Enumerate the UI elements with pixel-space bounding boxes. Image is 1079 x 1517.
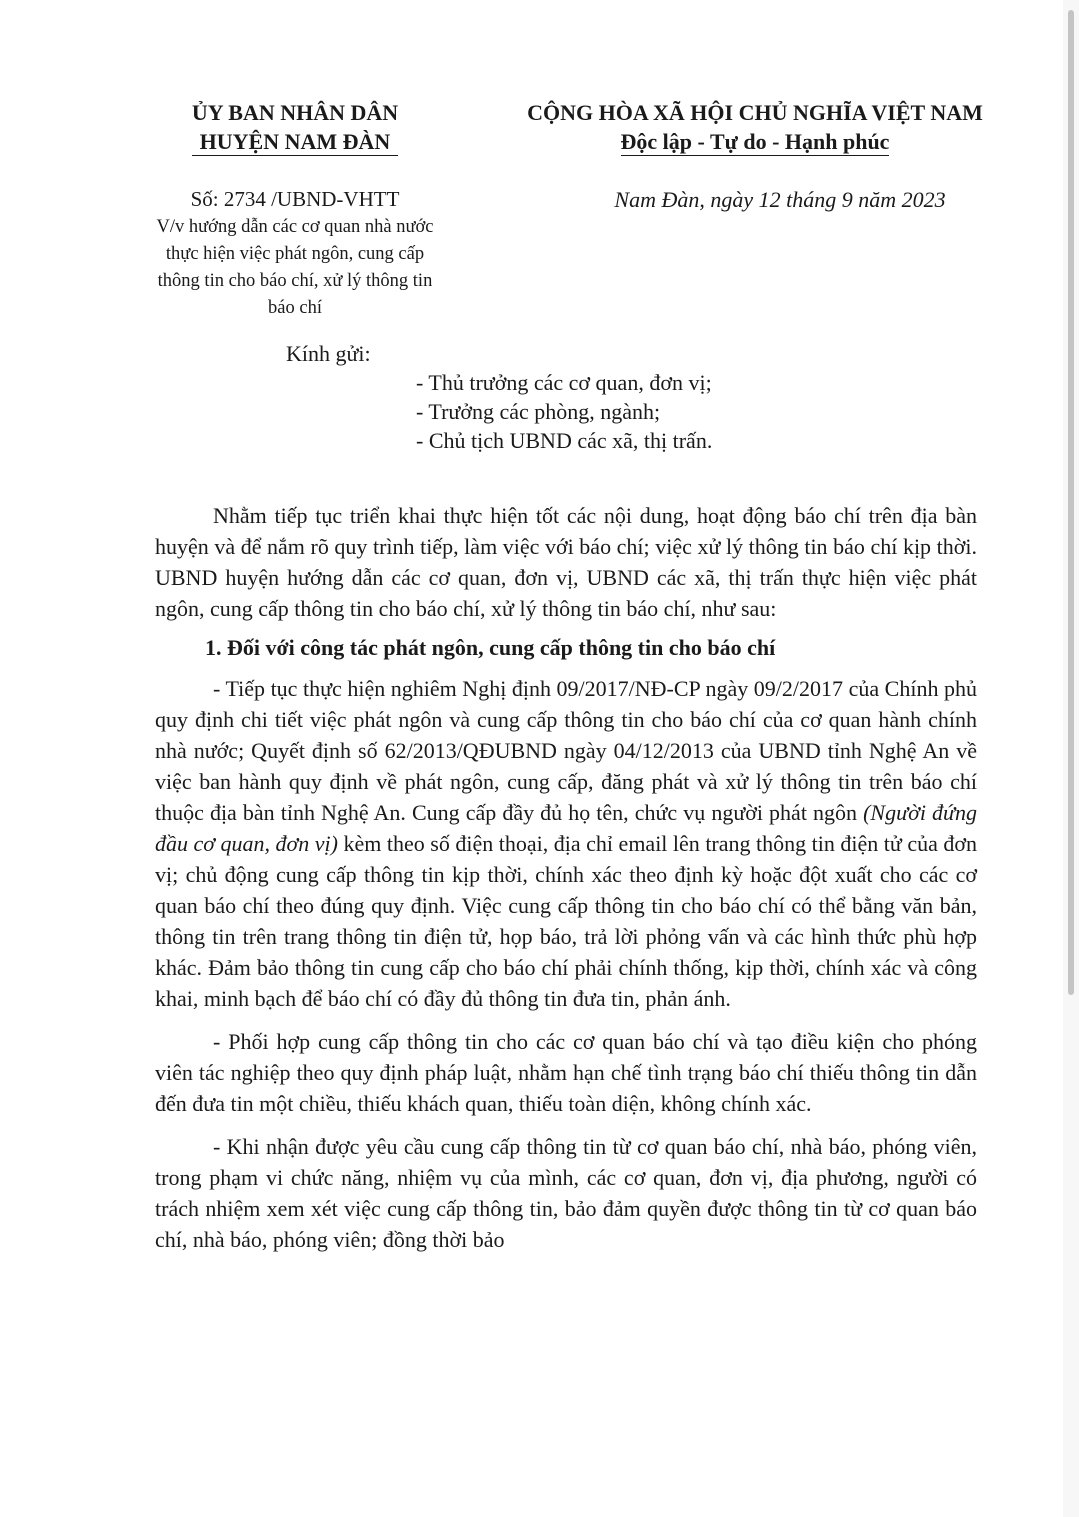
body-paragraph — [155, 673, 977, 1014]
intro-paragraph: Nhằm tiếp tục triển khai thực hiện tốt các nội dung, hoạt động báo chí trên địa bàn huyện và để nắm rõ quy trình tiếp, làm việc với báo chí; việc xử lý thông tin báo chí kịp thời. UBND huyện hướng dẫn các cơ quan, đơn vị, UBND các xã, thị trấn thực hiện việc phát ngôn, cung cấp thông tin cho báo chí, xử lý thông tin báo chí, như sau: — [155, 503, 977, 621]
subject-line: báo chí — [268, 298, 322, 318]
national-motto: Độc lập - Tự do - Hạnh phúc — [620, 129, 890, 154]
org-name-line1: ỦY BAN NHÂN DÂN — [191, 100, 399, 125]
vertical-scrollbar[interactable] — [1063, 0, 1079, 1517]
subject-line: V/v hướng dẫn các cơ quan nhà nước — [156, 217, 434, 237]
section-heading: 1. Đối với công tác phát ngôn, cung cấp thông tin cho báo chí — [205, 635, 776, 660]
country-name: CỘNG HÒA XÃ HỘI CHỦ NGHĨA VIỆT NAM — [527, 100, 983, 125]
recipient-list — [416, 368, 712, 455]
paragraph-italic-text: (Người đứng đầu cơ quan, đơn vị) — [155, 800, 977, 856]
recipient-item: - Thủ trưởng các cơ quan, đơn vị; — [416, 370, 712, 395]
paragraph-text: - Tiếp tục thực hiện nghiêm Nghị định 09/2017/NĐ-CP ngày 09/2/2017 của Chính phủ quy định chi tiết việc phát ngôn và cung cấp thông tin cho báo chí của cơ quan hành chính nhà nước; Quyết định số 62/2013/QĐUBND ngày 04/12/2013 của UBND tỉnh Nghệ An về việc ban hành quy định về phát ngôn, cung cấp, đăng phát và xử lý thông tin trên báo chí thuộc địa bàn tỉnh Nghệ An. Cung cấp đầy đủ họ tên, chức vụ người phát ngôn — [155, 676, 977, 825]
paragraph-text: kèm theo số điện thoại, địa chỉ email lên trang thông tin điện tử của đơn vị; chủ động cung cấp thông tin kịp thời, chính xác theo định kỳ hoặc đột xuất cho các cơ quan báo chí theo đúng quy định. Việc cung cấp thông tin cho báo chí có thể bằng văn bản, thông tin trên trang thông tin điện tử, họp báo, trả lời phỏng vấn và các hình thức phù hợp khác. Đảm bảo thông tin cung cấp cho báo chí phải chính thống, kịp thời, chính xác và công khai, minh bạch để báo chí có đầy đủ thông tin đưa tin, phản ánh. — [155, 831, 978, 1011]
org-name-line2: HUYỆN NAM ĐÀN — [192, 129, 399, 156]
subject-line: thực hiện việc phát ngôn, cung cấp — [165, 244, 425, 264]
issuing-authority — [120, 98, 470, 156]
national-heading — [500, 98, 1010, 156]
document-subject — [120, 214, 470, 322]
recipient-item: - Chủ tịch UBND các xã, thị trấn. — [416, 428, 713, 453]
body-paragraph: - Phối hợp cung cấp thông tin cho các cơ quan báo chí và tạo điều kiện cho phóng viên tác nghiệp theo quy định pháp luật, nhằm hạn chế tình trạng báo chí thiếu thông tin dẫn đến đưa tin một chiều, thiếu khách quan, thiếu toàn diện, không chính xác. — [155, 1029, 977, 1116]
body-paragraph: - Khi nhận được yêu cầu cung cấp thông tin từ cơ quan báo chí, nhà báo, phóng viên, trong phạm vi chức năng, nhiệm vụ của mình, các cơ quan, đơn vị, địa phương, người có trách nhiệm xem xét việc cung cấp thông tin, bảo đảm quyền được thông tin từ cơ quan báo chí, nhà báo, phóng viên; đồng thời bảo — [155, 1134, 977, 1252]
scrollbar-thumb[interactable] — [1068, 10, 1074, 995]
greeting: Kính gửi: — [286, 341, 371, 366]
document-body — [155, 500, 977, 1267]
place-and-date: Nam Đàn, ngày 12 tháng 9 năm 2023 — [614, 187, 946, 212]
subject-line: thông tin cho báo chí, xử lý thông tin — [157, 271, 433, 291]
recipient-item: - Trưởng các phòng, ngành; — [416, 399, 661, 424]
document-number: Số: 2734 /UBND-VHTT — [190, 187, 400, 211]
